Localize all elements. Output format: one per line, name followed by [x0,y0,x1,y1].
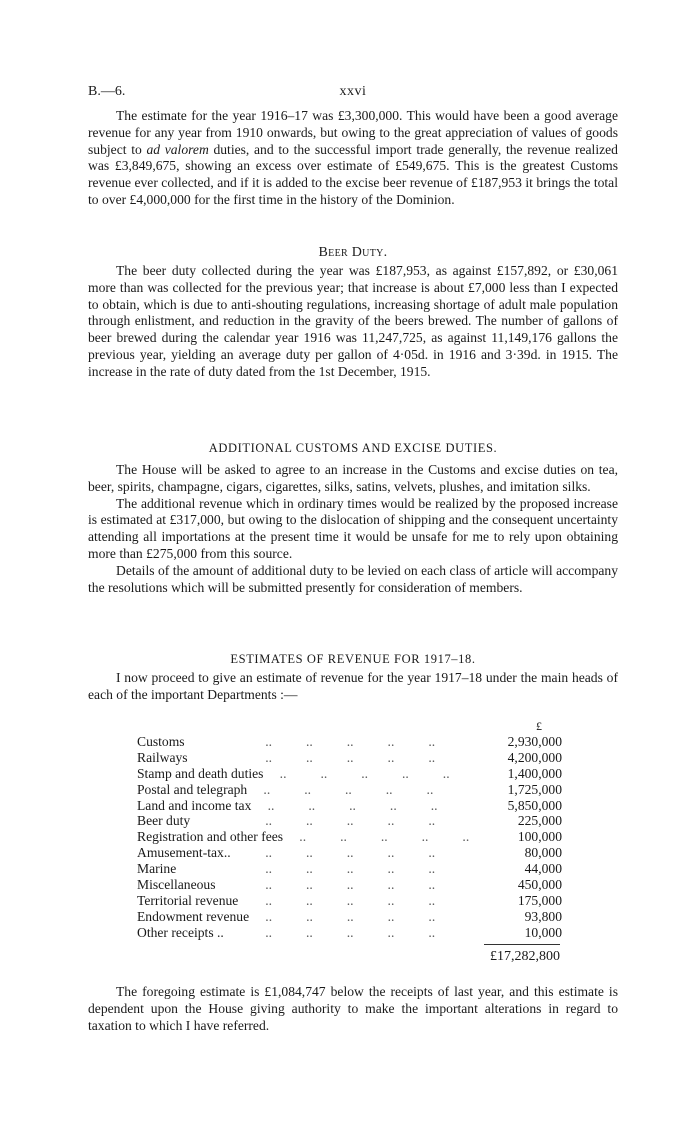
closing-text: The foregoing estimate is £1,084,747 below the receipts of last year, and this estimate is dependent upon the House giving authority to make the important alterations in regard to taxation to which I have referred. [88,984,618,1033]
revenue-head-label: Postal and telegraph [137,781,248,797]
revenue-head-label: Beer duty [137,813,191,829]
revenue-head-label: Land and income tax [137,797,252,813]
revenue-amount: 5,850,000 [507,797,562,813]
estimate-text-a: The estimate for the year 1916–17 was £3,300,000. This would have been a good average revenue for any year from 1910 onwards, but owing to the great appreciation of values of goods subject to [88,108,618,157]
beer-duty-heading: Beer Duty. [318,245,388,260]
revenue-amount: 4,200,000 [507,749,562,765]
beer-duty-text: The beer duty collected during the year was £187,953, as against £157,892, or £30,061 more than was collected for the previous year; that increase is about £7,000 less than I expected to obtain, which is due to anti-shouting regulations, increasing shortage of adult male population through enlistment, and reduction in the gravity of the beers brewed. The number of gallons of beer brewed during the calendar year 1916 was 11,247,725, as against 11,149,176 gallons the previous year, yielding an average duty per gallon of 4·05d. in 1916 and 3·39d. in 1915. The increase in the rate of duty dated from the 1st December, 1915. [88,263,618,379]
table-row [137,877,562,893]
leader-dots: .. .. .. .. .. [269,765,450,781]
leader-dots: .. .. .. .. .. [255,908,436,924]
leader-dots: .. .. .. .. .. [255,877,436,893]
revenue-amount: 1,400,000 [507,765,562,781]
leader-dots: .. .. .. .. .. [257,797,438,813]
leader-dots: .. .. .. .. .. [255,749,436,765]
table-row [137,782,562,798]
leader-dots: .. .. .. .. .. [289,829,470,845]
document-reference: B.—6. [88,84,126,99]
revenue-amount: 44,000 [524,861,562,877]
revenue-amount: 10,000 [524,924,562,940]
total-rule [484,944,560,945]
estimate-paragraph [88,108,618,209]
table-row [137,845,562,861]
revenue-head-label: Registration and other fees [137,829,284,845]
leader-dots: .. .. .. .. .. [255,892,436,908]
table-row [137,909,562,925]
revenue-head-label: Amusement-tax.. [137,845,231,861]
table-row [137,893,562,909]
beer-duty-paragraph [88,263,618,381]
table-row [137,734,562,750]
estimates-intro [88,670,618,704]
revenue-head-label: Territorial revenue [137,892,239,908]
revenue-head-label: Other receipts .. [137,924,224,940]
page-number: xxvi [339,84,367,99]
table-row [137,861,562,877]
additional-duties-heading: ADDITIONAL CUSTOMS AND EXCISE DUTIES. [208,441,498,455]
revenue-amount: 450,000 [517,877,562,893]
revenue-amount: 93,800 [524,908,562,924]
revenue-amount: 2,930,000 [507,734,562,749]
estimates-intro-text: I now proceed to give an estimate of revenue for the year 1917–18 under the main heads of each of the important Departments :— [88,670,618,702]
revenue-amount: 80,000 [524,845,562,861]
additional-p2: The additional revenue which in ordinary times would be realized by the proposed increase is estimated at £317,000, but owing to the dislocation of shipping and the consequent uncertainty attending all importations at the present time it would be unsafe for me to rely upon obtaining more than £275,000 from this source. [88,495,618,561]
estimates-heading: ESTIMATES OF REVENUE FOR 1917–18. [230,652,476,666]
estimate-text-b: duties, and to the successful import trade generally, the revenue realized was £3,849,675, showing an excess over estimate of £549,675. This is the greatest Customs revenue ever collected, and if it is added to the excise beer revenue of £187,953 it brings the total to over £4,000,000 for the first time in the history of the Dominion. [88,141,618,207]
revenue-amount: 100,000 [517,829,562,845]
revenue-head-label: Marine [137,861,177,877]
revenue-amount: 1,725,000 [507,781,562,797]
leader-dots: .. .. .. .. .. [255,861,436,877]
table-row [137,813,562,829]
leader-dots: .. .. .. .. .. [255,924,436,940]
revenue-head-label: Miscellaneous [137,877,216,893]
additional-p1: The House will be asked to agree to an increase in the Customs and excise duties on tea, beer, spirits, champagne, cigars, cigarettes, silks, satins, velvets, plushes, and imitation silks. [88,462,618,494]
estimate-text [88,108,618,209]
table-row [137,766,562,782]
estimate-text-italic: ad valorem [146,141,209,157]
table-row [137,829,562,845]
leader-dots: .. .. .. .. .. [255,845,436,861]
page-header [88,84,618,104]
revenue-amount: 225,000 [517,813,562,829]
table-row [137,798,562,814]
leader-dots: .. .. .. .. .. [255,734,436,749]
revenue-head-label: Endowment revenue [137,908,250,924]
revenue-head-label: Railways [137,749,188,765]
revenue-head-label: Customs [137,734,185,749]
additional-p3: Details of the amount of additional duty to be levied on each class of article will accompany the resolutions which will be submitted presently for consideration of members. [88,562,618,595]
table-row [137,750,562,766]
leader-dots: .. .. .. .. .. [255,813,436,829]
currency-symbol: £ [536,719,542,733]
leader-dots: .. .. .. .. .. [253,781,434,797]
table-row [137,925,562,941]
revenue-estimate-table [137,734,562,941]
closing-paragraph [88,984,618,1034]
revenue-head-label: Stamp and death duties [137,765,264,781]
revenue-total: £17,282,800 [490,949,560,964]
additional-duties-section [88,462,618,596]
revenue-amount: 175,000 [517,892,562,908]
